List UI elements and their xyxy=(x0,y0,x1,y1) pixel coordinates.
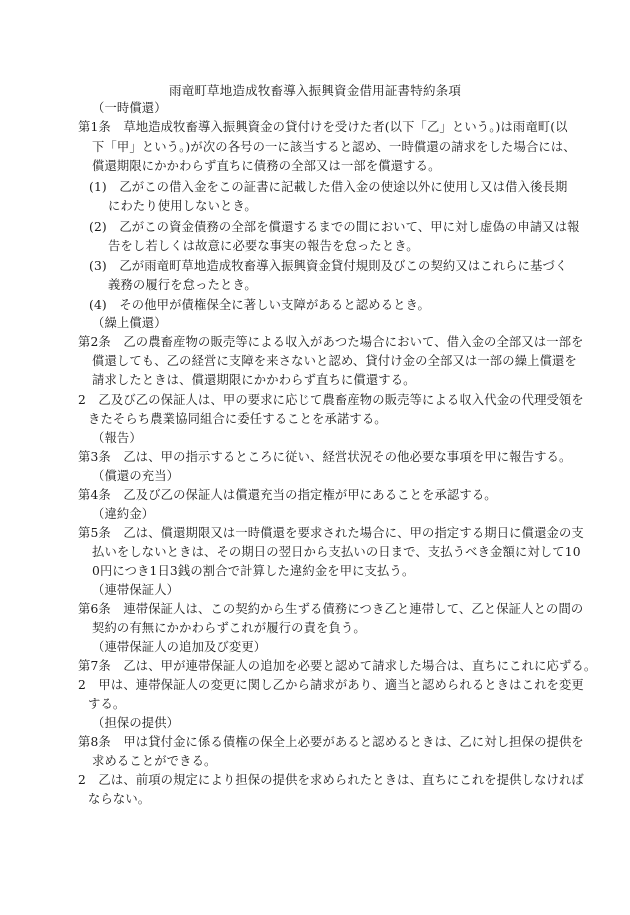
heading-article-5: （違約金） xyxy=(92,507,155,521)
article-8-line-1: 第8条 甲は貸付金に係る債権の保全上必要があると認めるときは、乙に対し担保の提供を xyxy=(78,735,584,749)
article-5-line-1: 第5条 乙は、償還期限又は一時償還を要求された場合に、甲の指定する期日に償還金の支 xyxy=(78,526,584,540)
item-3-line-2: 義務の履行を怠ったとき。 xyxy=(108,278,257,292)
article-2-line-1: 第2条 乙の農畜産物の販売等による収入があつた場合において、借入金の全部又は一部を xyxy=(78,335,584,349)
item-4-line-1: (4) その他甲が債権保全に著しい支障があると認めるとき。 xyxy=(89,298,430,312)
heading-article-6: （連帯保証人） xyxy=(92,583,180,597)
item-1-line-2: にわたり使用しないとき。 xyxy=(108,199,257,213)
article-1-line-2: 下「甲」という。)が次の各号の一に該当すると認め、一時償還の請求をした場合には、 xyxy=(92,140,576,154)
heading-article-3: （報告） xyxy=(92,431,142,445)
article-2-line-2: 償還しても、乙の経営に支障を来さないと認め、貸付け金の全部又は一部の繰上償還を xyxy=(92,354,577,368)
article-8-para-2-line-2: ならない。 xyxy=(88,792,151,806)
document-title: 雨竜町草地造成牧畜導入振興資金借用証書特約条項 xyxy=(168,83,462,98)
heading-article-4: （償還の充当） xyxy=(92,469,180,483)
article-8-line-2: 求めることができる。 xyxy=(92,754,217,768)
article-6-line-1: 第6条 連帯保証人は、この契約から生ずる債務につき乙と連帯して、乙と保証人との間の xyxy=(78,602,584,616)
item-2-line-1: (2) 乙がこの資金債務の全部を償還するまでの間において、甲に対し虚偽の申請又は報 xyxy=(89,220,580,234)
heading-article-2: （繰上償還） xyxy=(92,316,167,330)
article-5-line-2: 払いをしないときは、その期日の翌日から支払いの日まで、支払うべき金額に対して10 xyxy=(92,545,581,559)
article-4-line-1: 第4条 乙及び乙の保証人は償還充当の指定権が甲にあることを承認する。 xyxy=(78,488,497,502)
heading-article-7: （連帯保証人の追加及び変更） xyxy=(92,640,267,654)
item-2-line-2: 告をし若しくは故意に必要な事実の報告を怠ったとき。 xyxy=(108,239,419,253)
article-1-line-1: 第1条 草地造成牧畜導入振興資金の貸付けを受けた者(以下「乙」という。)は雨竜町(以 xyxy=(78,120,568,134)
heading-article-8: （担保の提供） xyxy=(92,716,180,730)
article-7-para-2-line-1: 2 甲は、連帯保証人の変更に関し乙から請求があり、適当と認められるときはこれを変更 xyxy=(78,678,584,692)
article-8-para-2-line-1: 2 乙は、前項の規定により担保の提供を求められたときは、直ちにこれを提供しなければ xyxy=(78,773,584,787)
item-3-line-1: (3) 乙が雨竜町草地造成牧畜導入振興資金貸付規則及びこの契約又はこれらに基づく xyxy=(89,259,568,273)
article-2-line-3: 請求したときは、償還期限にかかわらず直ちに償還する。 xyxy=(92,373,416,387)
heading-article-1: （一時償還） xyxy=(92,101,167,115)
article-1-line-3: 償還期限にかかわらず直ちに債務の全部又は一部を償還する。 xyxy=(92,159,441,173)
article-2-para-2-line-1: 2 乙及び乙の保証人は、甲の要求に応じて農畜産物の販売等による収入代金の代理受領を xyxy=(78,393,584,407)
article-7-para-2-line-2: する。 xyxy=(88,697,126,711)
article-5-line-3: 0円につき1日3銭の割合で計算した違約金を甲に支払う。 xyxy=(92,564,415,578)
article-6-line-2: 契約の有無にかかわらずこれが履行の責を負う。 xyxy=(92,621,366,635)
article-2-para-2-line-2: きたそらち農業協同組合に委任することを承諾する。 xyxy=(88,412,387,426)
article-3-line-1: 第3条 乙は、甲の指示するところに従い、経営状況その他必要な事項を甲に報告する。 xyxy=(78,450,572,464)
article-7-line-1: 第7条 乙は、甲が連帯保証人の追加を必要と認めて請求した場合は、直ちにこれに応ずる。 xyxy=(78,659,597,673)
item-1-line-1: (1) 乙がこの借入金をこの証書に記載した借入金の使途以外に使用し又は借入後長期 xyxy=(89,180,568,194)
